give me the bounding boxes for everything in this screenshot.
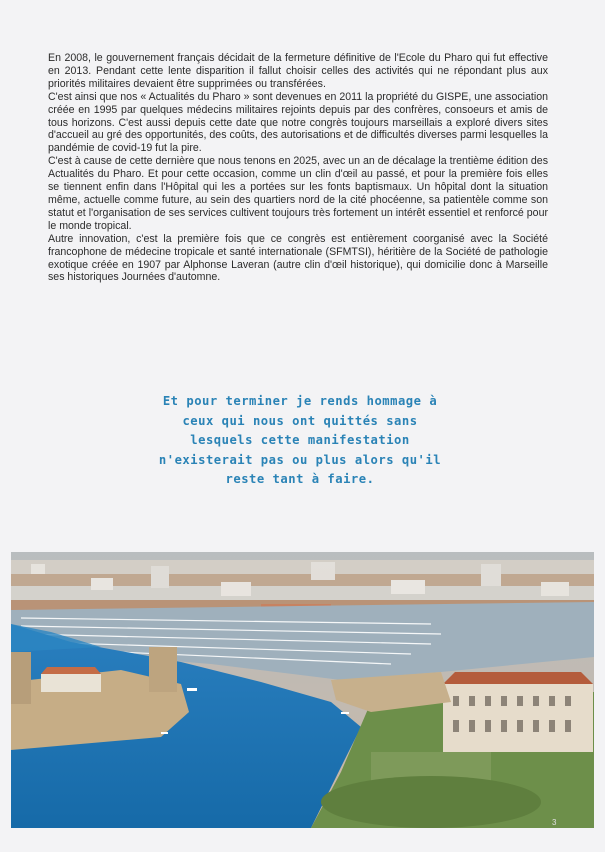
page-number: 3 [552, 818, 557, 827]
paragraph-1: En 2008, le gouvernement français décidait de la fermeture définitive de l'Ecole du Pharo qui fut effective en 2013. Pendant cette lente disparition il fallut choisir celles des activités qui ne répondant plus aux priorités militaires devaient être supprimées ou transférées. [48, 52, 548, 90]
tribute-quote [100, 392, 500, 490]
tribute-line-1: Et pour terminer je rends hommage à [162, 394, 438, 408]
paragraph-3: C'est à cause de cette dernière que nous tenons en 2025, avec un an de décalage la trentième édition des Actualités du Pharo. Et pour cette occasion, comme un clin d'œil au passé, et pour la première fois elles se tiennent enfin dans l'Hôpital qui les a portées sur les fonts baptismaux. Un hôpital dont la situation même, actuelle comme future, au sein des quartiers nord de la cité phocéenne, sa patientèle comme son statut et l'organisation de ses services cultivent toujours très fortement un intérêt essentiel et renforcé pour le monde tropical. [48, 155, 548, 232]
tribute-line-4: n'existerait pas ou plus alors qu'il [158, 452, 442, 467]
harbor-illustration [11, 552, 594, 828]
marseille-harbor-photo [11, 552, 594, 828]
tribute-line-5: reste tant à faire. [225, 472, 375, 487]
paragraph-2: C'est ainsi que nos « Actualités du Pharo » sont devenues en 2011 la propriété du GISPE, une association créée en 1995 par quelques médecins militaires rejoints depuis par des confrères, consoeurs et amis de tous horizons. C'est aussi depuis cette date que notre congrès toujours marseillais a exploré divers sites d'accueil au gré des opportunités, des coûts, des autorisations et de difficultés diverses parmi lesquelles la pandémie de covid-19 fut la pire. [48, 90, 548, 155]
tribute-line-3: lesquels cette manifestation [190, 433, 410, 448]
tribute-line-2: ceux qui nous ont quittés sans [182, 413, 418, 428]
article-body [48, 52, 548, 284]
paragraph-4: Autre innovation, c'est la première fois que ce congrès est entièrement coorganisé avec la Société francophone de médecine tropicale et santé internationale (SFMTSI), héritière de la Société de pathologie exotique créée en 1907 par Alphonse Laveran (autre clin d'œil historique), qui domicilie donc à Marseille ses historiques Journées d'automne. [48, 232, 548, 284]
